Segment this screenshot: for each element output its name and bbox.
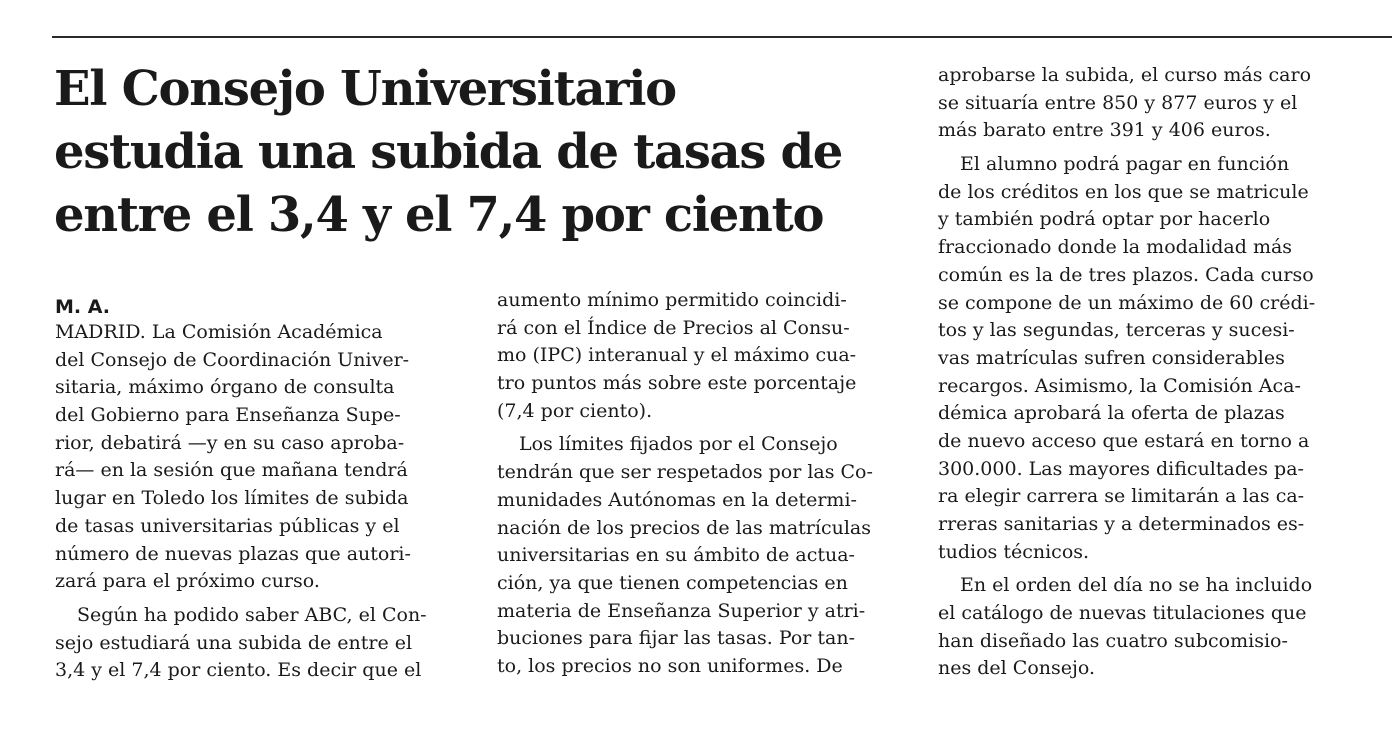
text-line: (7,4 por ciento). <box>497 399 653 422</box>
text-line: ra elegir carrera se limitarán a las ca- <box>938 485 1305 508</box>
text-line: fraccionado donde la modalidad más <box>938 236 1293 259</box>
text-line: aprobarse la subida, el curso más caro <box>938 64 1312 86</box>
article-column-1 <box>55 319 460 685</box>
text-line: común es la de tres plazos. Cada curso <box>938 263 1314 286</box>
text-line: En el orden del día no se ha incluido <box>960 574 1313 597</box>
text-line: buciones para fijar las tasas. Por tan- <box>497 627 856 650</box>
text-line: Según ha podido saber ABC, el Con- <box>77 603 427 626</box>
text-line: han diseñado las cuatro subcomisio- <box>938 629 1288 652</box>
text-line: MADRID. La Comisión Académica <box>55 321 383 343</box>
text-line: sitaria, máximo órgano de consulta <box>55 376 395 399</box>
text-line: materia de Enseñanza Superior y atri- <box>497 599 866 622</box>
text-line: El alumno podrá pagar en función <box>960 153 1290 176</box>
headline-line: estudia una subida de tasas de <box>54 124 842 180</box>
text-line: rá— en la sesión que mañana tendrá <box>55 459 408 482</box>
text-line: vas matrículas sufren considerables <box>938 346 1285 369</box>
text-line: tos y las segundas, terceras y sucesi- <box>938 319 1295 342</box>
headline-line: El Consejo Universitario <box>54 61 676 117</box>
text-line: mo (IPC) interanual y el máximo cua- <box>497 344 857 367</box>
text-line: universitarias en su ámbito de actua- <box>497 544 855 567</box>
text-line: ción, ya que tienen competencias en <box>497 571 848 594</box>
text-line: número de nuevas plazas que autori- <box>55 542 411 565</box>
text-line: to, los precios no son uniformes. De <box>497 654 843 677</box>
text-line: aumento mínimo permitido coincidi- <box>497 289 847 311</box>
text-line: y también podrá optar por hacerlo <box>938 208 1271 231</box>
text-line: nación de los precios de las matrículas <box>497 516 871 539</box>
text-line: rá con el Índice de Precios al Consu- <box>497 316 850 339</box>
headline <box>54 58 914 247</box>
article-column-3 <box>938 62 1343 683</box>
text-line: tro puntos más sobre este porcentaje <box>497 372 857 395</box>
text-line: 3,4 y el 7,4 por ciento. Es decir que el <box>55 659 422 682</box>
text-line: del Gobierno para Enseñanza Supe- <box>55 404 401 427</box>
text-line: más barato entre 391 y 406 euros. <box>938 119 1271 142</box>
text-line: 300.000. Las mayores dificultades pa- <box>938 457 1304 480</box>
text-line: de nuevo acceso que estará en torno a <box>938 429 1310 452</box>
text-line: se compone de un máximo de 60 crédi- <box>938 291 1316 314</box>
text-line: lugar en Toledo los límites de subida <box>55 487 409 510</box>
text-line: démica aprobará la oferta de plazas <box>938 402 1285 425</box>
text-line: de tasas universitarias públicas y el <box>55 514 400 537</box>
text-line: rreras sanitarias y a determinados es- <box>938 513 1305 535</box>
headline-line: entre el 3,4 y el 7,4 por ciento <box>54 187 824 243</box>
text-line: el catálogo de nuevas titulaciones que <box>938 602 1307 625</box>
text-line: sejo estudiará una subida de entre el <box>55 631 413 654</box>
text-line: se situaría entre 850 y 877 euros y el <box>938 91 1298 114</box>
text-line: tudios técnicos. <box>938 540 1090 563</box>
text-line: zará para el próximo curso. <box>55 570 320 593</box>
text-line: del Consejo de Coordinación Univer- <box>55 348 410 371</box>
text-line: tendrán que ser respetados por las Co- <box>497 461 873 484</box>
text-line: nes del Consejo. <box>938 657 1096 680</box>
text-line: munidades Autónomas en la determi- <box>497 488 857 511</box>
text-line: Los límites fijados por el Consejo <box>519 433 838 456</box>
text-line: de los créditos en los que se matricule <box>938 180 1309 203</box>
text-line: recargos. Asimismo, la Comisión Aca- <box>938 374 1301 397</box>
text-line: rior, debatirá —y en su caso aproba- <box>55 431 405 454</box>
article-column-2 <box>497 287 902 681</box>
byline: M. A. <box>55 296 111 318</box>
top-rule <box>52 36 1392 38</box>
